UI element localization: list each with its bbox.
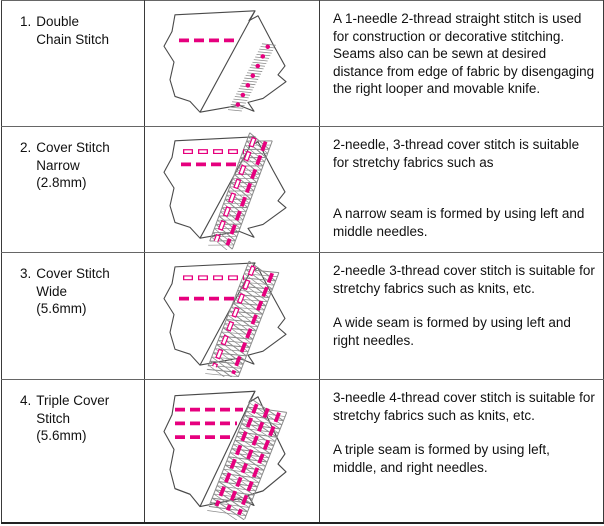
stitch-description: A 1-needle 2-thread straight stitch is used for construction or decorative stitching. Seams also can be sewn at desired distance from edge of fabric by disengaging the right looper and movable knife.: [333, 11, 595, 97]
stitch-description: A narrow seam is formed by using left and middle needles.: [333, 206, 585, 239]
description-cell: [320, 1, 604, 127]
illustration-cell: [145, 380, 320, 524]
stitch-title-line: Double: [36, 14, 80, 29]
cover-stitch-narrow-illustration: [145, 127, 320, 250]
stitch-name-cell: [2, 1, 145, 127]
stitch-title-line: (5.6mm): [36, 301, 87, 317]
stitch-description: A wide seam is formed by using left and right needles.: [333, 315, 571, 348]
table-row-triple-cover-stitch: [2, 380, 604, 524]
stitch-title-line: Cover Stitch: [36, 266, 110, 281]
double-chain-stitch-illustration: [145, 1, 320, 124]
stitch-description: 2-needle 3-thread cover stitch is suitable for stretchy fabrics such as knits, etc.: [333, 263, 595, 296]
illustration-cell: [145, 127, 320, 253]
table-row-cover-stitch-wide: [2, 253, 604, 380]
stitch-number: 1.: [20, 14, 32, 29]
stitch-name: [2, 380, 144, 445]
description-cell: [320, 380, 604, 524]
table-row-cover-stitch-narrow: [2, 127, 604, 253]
stitch-title-line: Narrow: [36, 157, 80, 173]
stitch-description: 2-needle, 3-thread cover stitch is suitable for stretchy fabrics such as: [333, 137, 580, 170]
triple-cover-stitch-illustration: [145, 380, 320, 520]
stitch-name-cell: [2, 253, 145, 380]
stitch-title-line: Triple Cover: [36, 393, 110, 408]
illustration-cell: [145, 1, 320, 127]
stitch-title-line: Wide: [36, 283, 68, 299]
illustration-cell: [145, 253, 320, 380]
stitch-number: 4.: [20, 393, 32, 408]
stitch-description: 3-needle 4-thread cover stitch is suitable for stretchy fabrics such as knits, etc.: [333, 390, 595, 423]
stitch-description: A triple seam is formed by using left, middle, and right needles.: [333, 442, 550, 475]
stitch-title-line: (2.8mm): [36, 175, 87, 191]
stitch-title-line: Stitch: [36, 410, 71, 426]
stitch-number: 3.: [20, 266, 32, 281]
stitch-name: [2, 1, 144, 48]
stitch-name-cell: [2, 127, 145, 253]
stitch-title-line: Chain Stitch: [36, 31, 110, 47]
stitch-name: [2, 127, 144, 192]
table-row-double-chain-stitch: [2, 1, 604, 127]
description-cell: [320, 127, 604, 253]
stitch-title-line: (5.6mm): [36, 428, 87, 444]
cover-stitch-wide-illustration: [145, 253, 320, 377]
stitch-name: [2, 253, 144, 318]
description-cell: [320, 253, 604, 380]
stitch-title-line: Cover Stitch: [36, 140, 110, 155]
stitch-name-cell: [2, 380, 145, 524]
stitch-types-table: [1, 0, 604, 524]
stitch-number: 2.: [20, 140, 32, 155]
